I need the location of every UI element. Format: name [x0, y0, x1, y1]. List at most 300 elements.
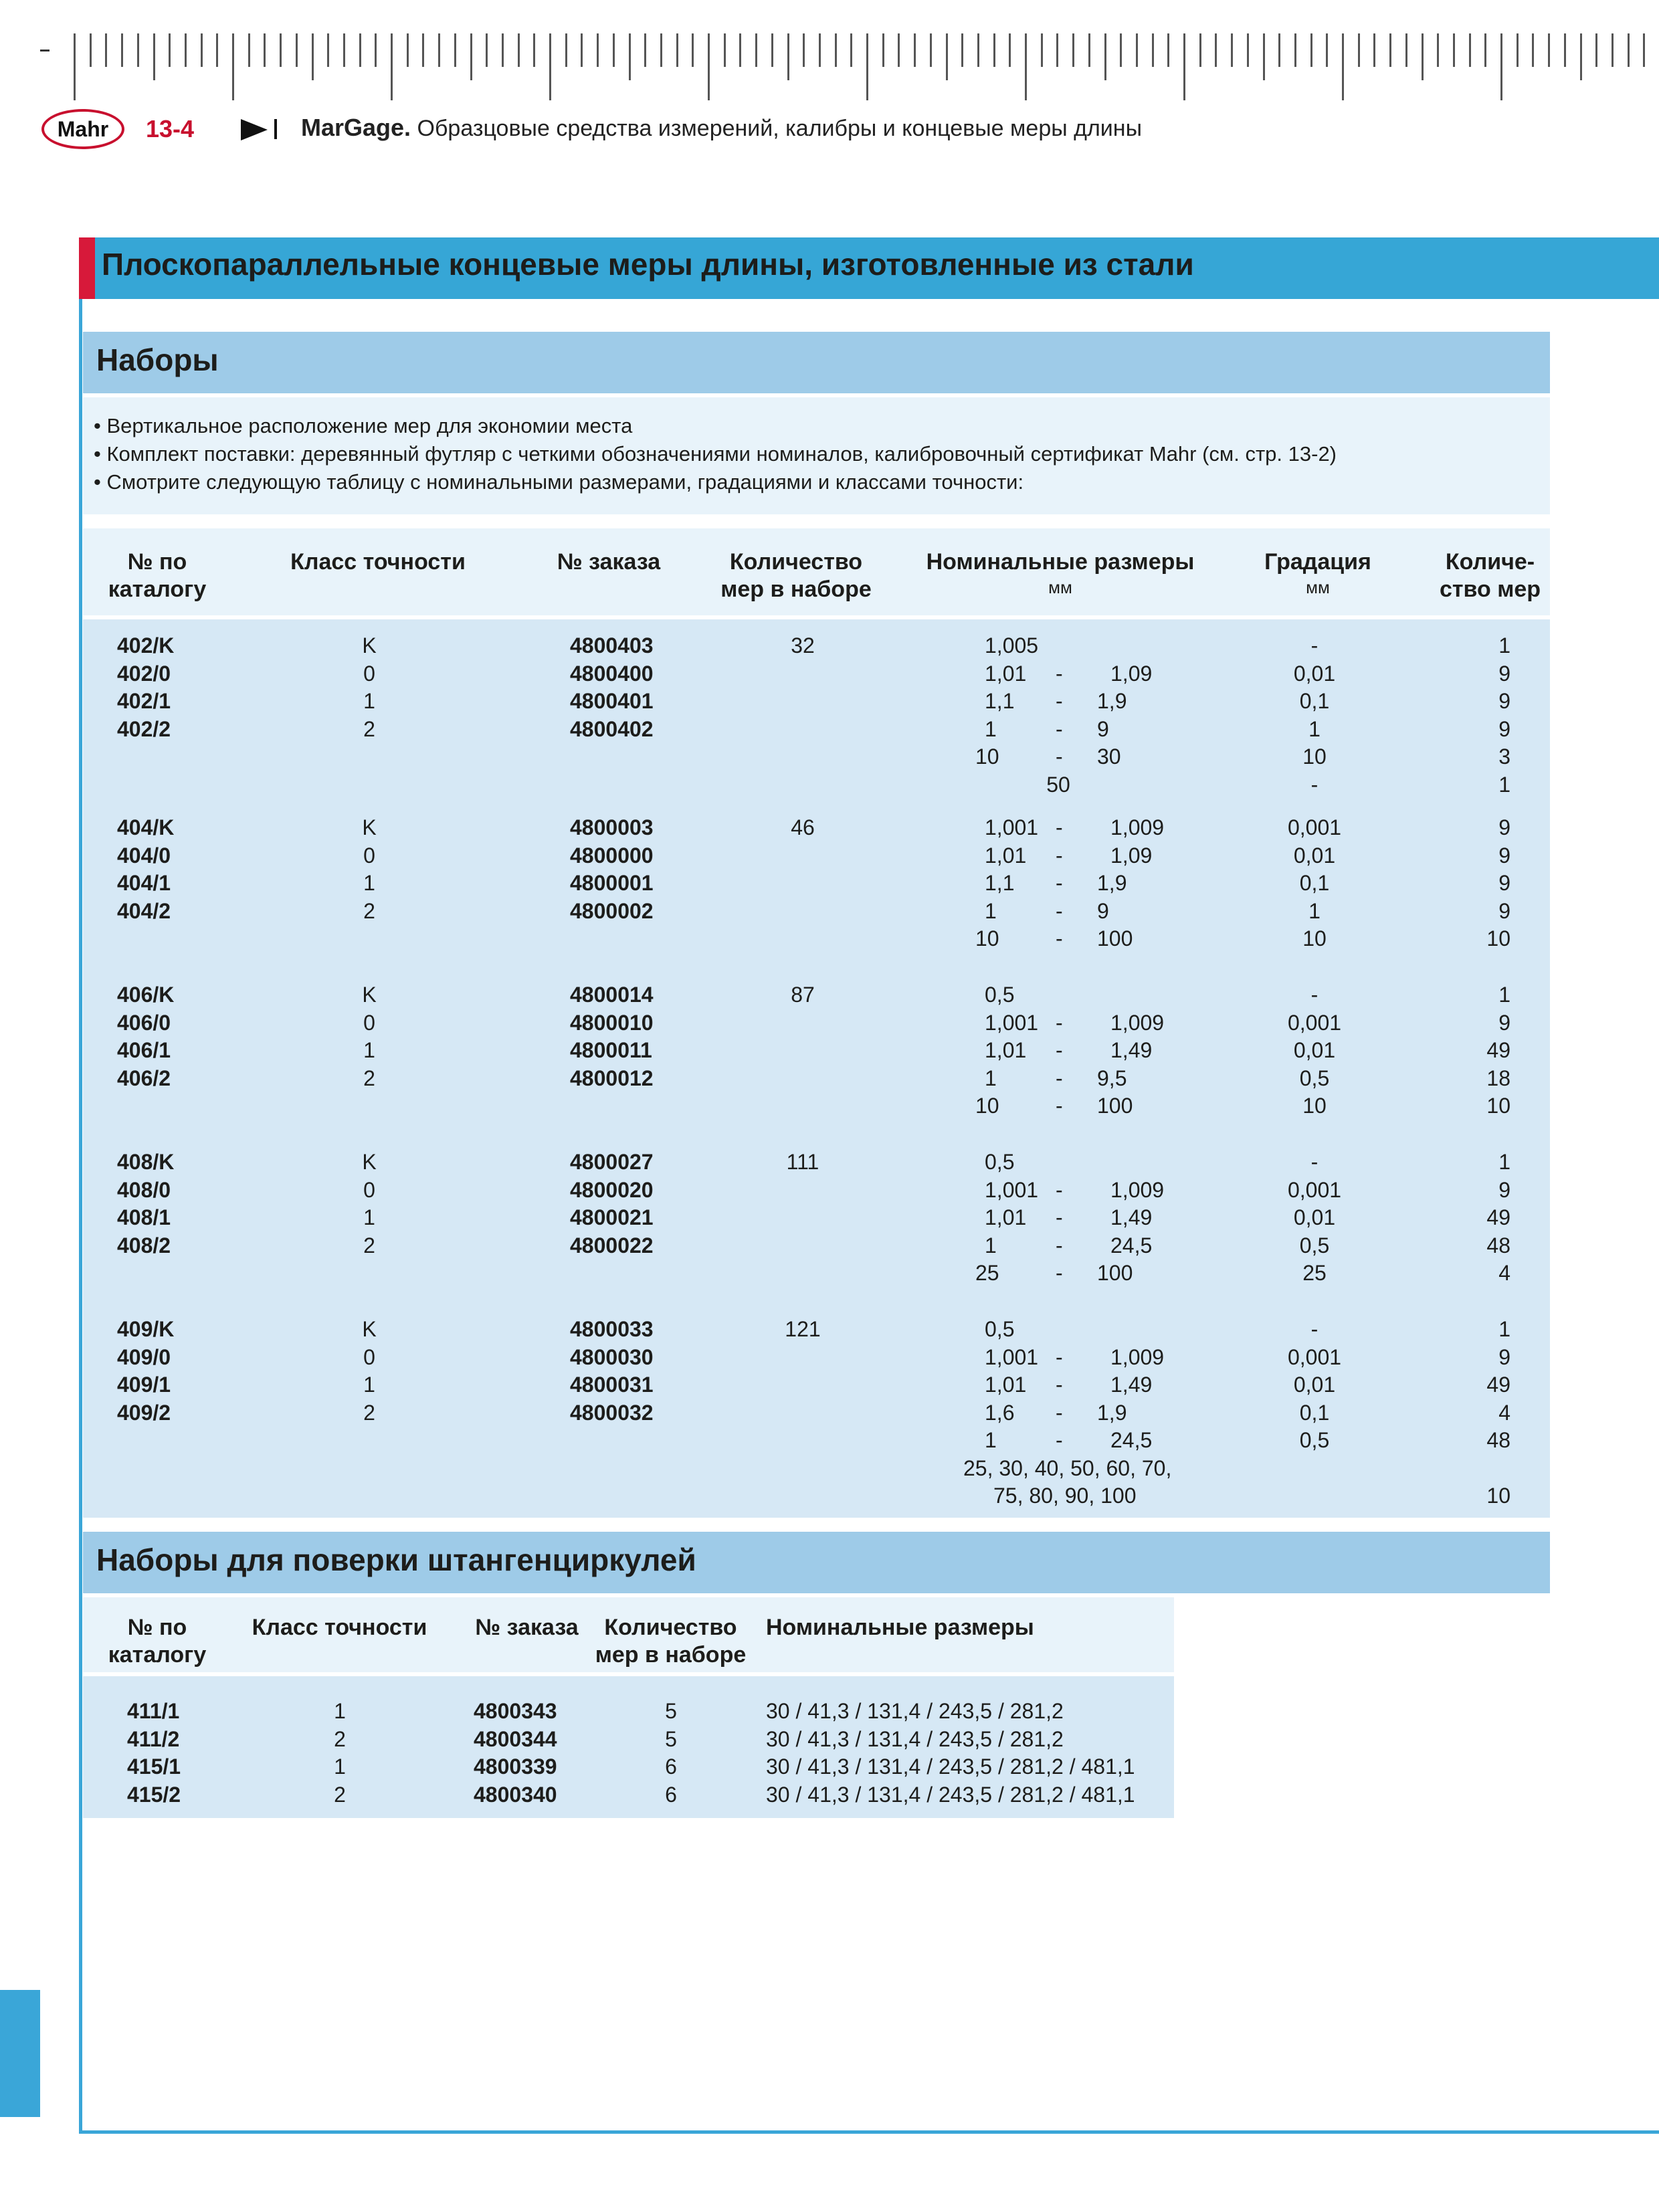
ruler-tick [1041, 33, 1043, 67]
col-header-catalog-l1: № по [127, 549, 187, 575]
nominal-from: 1 [985, 1428, 997, 1452]
ruler-tick [993, 33, 995, 67]
range-dash: - [1056, 1233, 1063, 1258]
ruler-tick [470, 33, 472, 80]
catalog-number: 409/2 [117, 1400, 171, 1425]
ruler-tick [1612, 33, 1614, 67]
piece-count: 48 [1486, 1428, 1510, 1452]
nominal-to: 1,9 [1097, 689, 1127, 713]
ruler-tick [1595, 33, 1597, 67]
piece-count: 9 [1498, 898, 1510, 923]
ruler-tick [1088, 33, 1090, 67]
ruler-tick [1532, 33, 1534, 67]
nominal-from: 1,6 [985, 1400, 1015, 1425]
ruler-tick [375, 33, 377, 67]
order-number: 4800339 [474, 1754, 557, 1779]
nominal-sizes: 30 / 41,3 / 131,4 / 243,5 / 281,2 [766, 1699, 1064, 1723]
order-number: 4800403 [570, 633, 654, 658]
ruler-tick [454, 33, 456, 67]
catalog-number: 404/0 [117, 843, 171, 868]
accuracy-class: 1 [363, 1038, 375, 1062]
range-dash: - [1056, 1344, 1063, 1369]
set-quantity: 121 [785, 1317, 821, 1341]
mahr-logo: Mahr [41, 109, 124, 149]
ruler-tick [90, 33, 92, 67]
nominal-to: 9 [1097, 898, 1109, 923]
ruler-tick [755, 33, 757, 67]
ruler-tick [1009, 33, 1011, 67]
ruler-tick [676, 33, 678, 67]
ruler-tick [486, 33, 488, 67]
range-dash: - [1056, 689, 1063, 713]
gradation: 10 [1302, 744, 1327, 769]
piece-count: 9 [1498, 661, 1510, 686]
piece-count: 49 [1486, 1205, 1510, 1229]
range-dash: - [1056, 871, 1063, 895]
gradation: 10 [1302, 1094, 1327, 1118]
nominal-list: 75, 80, 90, 100 [993, 1484, 1137, 1508]
catalog-number: 415/1 [127, 1754, 181, 1779]
gradation: 0,5 [1299, 1233, 1330, 1258]
catalog-number: 415/2 [127, 1782, 181, 1807]
nominal-size: 50 [1046, 772, 1070, 797]
ruler-tick [930, 33, 932, 67]
catalog-number: 402/1 [117, 689, 171, 713]
gradation: 25 [1302, 1261, 1327, 1285]
col-header-nominal-l1: Номинальные размеры [926, 549, 1195, 575]
gradation: 0,001 [1287, 815, 1342, 839]
play-arrow-icon [241, 119, 268, 140]
ruler-tick [660, 33, 662, 67]
ruler-tick [264, 33, 266, 67]
piece-count: 9 [1498, 843, 1510, 868]
order-number: 4800020 [570, 1177, 654, 1202]
frame-left-line [79, 237, 82, 2134]
nominal-to: 9,5 [1097, 1066, 1127, 1090]
accuracy-class: 1 [363, 1373, 375, 1397]
accuracy-class: 1 [363, 871, 375, 895]
ruler-tick [787, 33, 789, 80]
piece-count: 9 [1498, 716, 1510, 741]
piece-count: 9 [1498, 1010, 1510, 1035]
ruler-tick [280, 33, 282, 67]
catalog-number: 406/1 [117, 1038, 171, 1062]
set-quantity: 87 [791, 983, 815, 1007]
ruler-tick [946, 33, 948, 80]
piece-count: 9 [1498, 1177, 1510, 1202]
nominal-from: 1,01 [985, 843, 1027, 868]
ruler-tick [74, 33, 76, 100]
nominal-to: 1,49 [1110, 1373, 1153, 1397]
ruler-tick [359, 33, 361, 67]
piece-count: 1 [1498, 983, 1510, 1007]
ruler-tick [692, 33, 694, 67]
gradation: 0,001 [1287, 1010, 1342, 1035]
catalog-number: 408/K [117, 1150, 175, 1174]
ruler-tick [1247, 33, 1249, 67]
catalog-number: 408/2 [117, 1233, 171, 1258]
accuracy-class: K [362, 1150, 377, 1174]
ruler-tick [866, 33, 868, 100]
range-dash: - [1056, 843, 1063, 868]
set-quantity: 6 [665, 1782, 677, 1807]
col-header-count-l2: ство мер [1439, 577, 1541, 602]
nominal-from: 1,001 [985, 1177, 1039, 1202]
nominal-from: 1 [985, 1066, 997, 1090]
notes-box [83, 397, 1550, 514]
ruler-tick [1215, 33, 1217, 67]
nominal-from: 10 [975, 1094, 999, 1118]
note-item: • Вертикальное расположение мер для экономии места [94, 414, 633, 437]
order-number: 4800343 [474, 1699, 557, 1723]
col-header-order: № заказа [557, 549, 661, 575]
nominal-from: 1,1 [985, 689, 1015, 713]
ruler-tick [1120, 33, 1122, 67]
ruler-tick [1517, 33, 1519, 67]
section-heading-caliper: Наборы для поверки штангенциркулей [96, 1542, 696, 1577]
order-number: 4800027 [570, 1150, 654, 1174]
col2-header-accuracy: Класс точности [252, 1615, 427, 1640]
nominal-from: 1,005 [985, 633, 1039, 658]
gradation: 1 [1308, 898, 1321, 923]
order-number: 4800002 [570, 898, 654, 923]
catalog-number: 402/2 [117, 716, 171, 741]
ruler-tick [502, 33, 504, 67]
ruler-tick [1072, 33, 1074, 67]
accuracy-class: 0 [363, 1177, 375, 1202]
ruler-tick [629, 33, 631, 80]
range-dash: - [1056, 1261, 1063, 1285]
accuracy-class: 1 [363, 689, 375, 713]
ruler-tick [1373, 33, 1375, 67]
margin-dash [40, 49, 50, 52]
col-header-catalog-l2: каталогу [108, 577, 207, 602]
set-quantity: 5 [665, 1726, 677, 1751]
ruler-tick [1263, 33, 1265, 80]
catalog-number: 404/K [117, 815, 175, 839]
range-dash: - [1056, 926, 1063, 950]
piece-count: 9 [1498, 1344, 1510, 1369]
nominal-to: 1,9 [1097, 871, 1127, 895]
ruler-tick [1422, 33, 1424, 80]
gradation: 0,001 [1287, 1344, 1342, 1369]
catalog-number: 406/2 [117, 1066, 171, 1090]
ruler-tick [597, 33, 599, 67]
ruler-tick [438, 33, 440, 67]
piece-count: 49 [1486, 1373, 1510, 1397]
range-dash: - [1056, 1205, 1063, 1229]
note-item: • Комплект поставки: деревянный футляр с четкими обозначениями номиналов, калибровочный сертификат Mahr (см. стр. 13-2) [94, 442, 1337, 466]
frame-bottom-line [79, 2130, 1659, 2134]
range-dash: - [1056, 1066, 1063, 1090]
nominal-list: 25, 30, 40, 50, 60, 70, [963, 1455, 1172, 1480]
catalog-number: 406/K [117, 983, 175, 1007]
ruler-tick [961, 33, 963, 67]
ruler-tick [533, 33, 535, 67]
accuracy-class: 2 [363, 716, 375, 741]
order-number: 4800000 [570, 843, 654, 868]
running-header [301, 114, 1142, 142]
ruler-tick [1136, 33, 1138, 67]
range-dash: - [1056, 1038, 1063, 1062]
ruler-tick [1326, 33, 1328, 67]
ruler-tick [153, 33, 155, 80]
nominal-sizes: 30 / 41,3 / 131,4 / 243,5 / 281,2 [766, 1726, 1064, 1751]
nominal-from: 10 [975, 744, 999, 769]
nominal-to: 1,009 [1110, 1010, 1165, 1035]
ruler-tick [169, 33, 171, 67]
ruler-tick [1628, 33, 1630, 67]
accuracy-class: 2 [363, 1066, 375, 1090]
col-header-count-l1: Количе- [1445, 549, 1535, 575]
piece-count: 18 [1486, 1066, 1510, 1090]
piece-count: 1 [1498, 1150, 1510, 1174]
order-number: 4800031 [570, 1373, 654, 1397]
gradation: 0,1 [1299, 689, 1330, 713]
order-number: 4800021 [570, 1205, 654, 1229]
order-number: 4800401 [570, 689, 654, 713]
order-number: 4800010 [570, 1010, 654, 1035]
nominal-from: 25 [975, 1261, 999, 1285]
ruler-tick [1484, 33, 1486, 67]
ruler-tick [549, 33, 551, 100]
order-number: 4800033 [570, 1317, 654, 1341]
ruler-tick [105, 33, 107, 67]
piece-count: 3 [1498, 744, 1510, 769]
page-number: 13-4 [146, 115, 195, 142]
catalog-number: 402/0 [117, 661, 171, 686]
ruler-tick [803, 33, 805, 67]
ruler-tick [407, 33, 409, 67]
order-number: 4800001 [570, 871, 654, 895]
gradation: 1 [1308, 716, 1321, 741]
range-dash: - [1056, 1094, 1063, 1118]
piece-count: 9 [1498, 815, 1510, 839]
nominal-from: 0,5 [985, 1150, 1015, 1174]
catalog-number: 406/0 [117, 1010, 171, 1035]
page-title: Плоскопараллельные концевые меры длины, изготовленные из стали [102, 247, 1194, 282]
ruler-tick [422, 33, 424, 67]
nominal-to: 24,5 [1110, 1233, 1153, 1258]
catalog-number: 402/K [117, 633, 175, 658]
gradation: - [1310, 983, 1319, 1007]
nominal-to: 1,009 [1110, 1344, 1165, 1369]
section-heading-sets: Наборы [96, 342, 219, 377]
ruler-tick [1453, 33, 1455, 67]
ruler-tick [1231, 33, 1233, 67]
ruler-tick [343, 33, 345, 67]
nominal-to: 1,09 [1110, 843, 1153, 868]
gradation: 0,001 [1287, 1177, 1342, 1202]
ruler-tick [185, 33, 187, 67]
order-number: 4800344 [474, 1726, 557, 1751]
ruler-ticks [74, 33, 1659, 107]
piece-count: 1 [1498, 633, 1510, 658]
ruler-tick [977, 33, 979, 67]
ruler-tick [296, 33, 298, 67]
col-header-catalog [94, 548, 221, 603]
nominal-from: 1 [985, 1233, 997, 1258]
accuracy-class: K [362, 983, 377, 1007]
gradation: 0,01 [1293, 661, 1336, 686]
order-number: 4800340 [474, 1782, 557, 1807]
nominal-to: 100 [1097, 1094, 1133, 1118]
nominal-from: 1 [985, 716, 997, 741]
order-number: 4800030 [570, 1344, 654, 1369]
ruler-tick [835, 33, 837, 67]
ruler-tick [1405, 33, 1407, 67]
range-dash: - [1056, 1373, 1063, 1397]
ruler-tick [391, 33, 393, 100]
range-dash: - [1056, 898, 1063, 923]
gradation: 0,01 [1293, 1373, 1336, 1397]
accuracy-class: 1 [334, 1699, 346, 1723]
nominal-sizes: 30 / 41,3 / 131,4 / 243,5 / 281,2 / 481,1 [766, 1782, 1135, 1807]
gradation: 0,01 [1293, 1205, 1336, 1229]
accuracy-class: 1 [334, 1754, 346, 1779]
accuracy-class: 2 [363, 1400, 375, 1425]
ruler-tick [898, 33, 900, 67]
order-number: 4800011 [570, 1038, 652, 1062]
piece-count: 49 [1486, 1038, 1510, 1062]
piece-count: 1 [1498, 772, 1510, 797]
note-item: • Смотрите следующую таблицу с номинальными размерами, градациями и классами точности: [94, 470, 1024, 494]
col-header-nominal-unit: мм [1048, 577, 1072, 597]
nominal-to: 100 [1097, 926, 1133, 950]
catalog-number: 411/2 [127, 1726, 180, 1751]
accuracy-class: 1 [363, 1205, 375, 1229]
col2-header-catalog-l2: каталогу [108, 1642, 207, 1668]
accuracy-class: 0 [363, 843, 375, 868]
ruler-tick [1278, 33, 1280, 67]
piece-count: 4 [1498, 1261, 1510, 1285]
order-number: 4800032 [570, 1400, 654, 1425]
accuracy-class: K [362, 815, 377, 839]
ruler-tick [137, 33, 139, 67]
col-header-qty-l2: мер в наборе [720, 577, 872, 602]
accuracy-class: 2 [363, 1233, 375, 1258]
ruler-tick [1643, 33, 1645, 67]
ruler-tick [312, 33, 314, 80]
ruler-tick [216, 33, 218, 67]
nominal-sizes: 30 / 41,3 / 131,4 / 243,5 / 281,2 / 481,1 [766, 1754, 1135, 1779]
gradation: 0,01 [1293, 1038, 1336, 1062]
col-header-count [1432, 548, 1549, 603]
ruler-tick [1564, 33, 1566, 67]
ruler-tick [1437, 33, 1439, 67]
ruler-tick [248, 33, 250, 67]
nominal-from: 1,01 [985, 1038, 1027, 1062]
range-dash: - [1056, 744, 1063, 769]
col-header-gradation-l1: Градация [1264, 549, 1371, 575]
section-bar-sets [83, 332, 1550, 393]
accuracy-class: 0 [363, 661, 375, 686]
catalog-number: 404/1 [117, 871, 171, 895]
nominal-to: 1,009 [1110, 815, 1165, 839]
nominal-to: 100 [1097, 1261, 1133, 1285]
ruler-tick [121, 33, 123, 67]
ruler-tick [1500, 33, 1502, 100]
header-subtitle: Образцовые средства измерений, калибры и концевые меры длины [417, 116, 1142, 141]
nominal-from: 1 [985, 898, 997, 923]
gradation: 0,5 [1299, 1428, 1330, 1452]
ruler-tick [1548, 33, 1550, 67]
range-dash: - [1056, 1010, 1063, 1035]
nominal-to: 1,09 [1110, 661, 1153, 686]
gradation: 0,1 [1299, 871, 1330, 895]
ruler-tick [327, 33, 329, 67]
nominal-from: 10 [975, 926, 999, 950]
accuracy-class: 2 [334, 1726, 346, 1751]
ruler-tick [882, 33, 884, 67]
piece-count: 9 [1498, 689, 1510, 713]
order-number: 4800012 [570, 1066, 654, 1090]
accuracy-class: K [362, 1317, 377, 1341]
piece-count: 9 [1498, 871, 1510, 895]
ruler-tick [724, 33, 726, 67]
ruler-tick [1152, 33, 1154, 67]
range-dash: - [1056, 1428, 1063, 1452]
piece-count: 10 [1486, 1094, 1510, 1118]
accuracy-class: 2 [334, 1782, 346, 1807]
piece-count: 10 [1486, 926, 1510, 950]
piece-count: 4 [1498, 1400, 1510, 1425]
gradation: 0,01 [1293, 843, 1336, 868]
col-header-qty-l1: Количество [729, 549, 863, 575]
side-tab-marker [0, 1990, 40, 2117]
catalog-number: 411/1 [127, 1699, 180, 1723]
catalog-number: 409/1 [117, 1373, 171, 1397]
nominal-from: 0,5 [985, 1317, 1015, 1341]
ruler-tick [850, 33, 852, 67]
range-dash: - [1056, 1400, 1063, 1425]
nominal-to: 24,5 [1110, 1428, 1153, 1452]
range-dash: - [1056, 1177, 1063, 1202]
col2-header-qty-l2: мер в наборе [595, 1642, 747, 1668]
set-quantity: 6 [665, 1754, 677, 1779]
col-header-accuracy: Класс точности [290, 549, 466, 575]
catalog-number: 408/1 [117, 1205, 171, 1229]
accuracy-class: 2 [363, 898, 375, 923]
range-dash: - [1056, 815, 1063, 839]
piece-count: 10 [1486, 1484, 1510, 1508]
range-dash: - [1056, 661, 1063, 686]
ruler-tick [1104, 33, 1106, 80]
separator-bar [274, 119, 277, 139]
nominal-from: 1,001 [985, 815, 1039, 839]
ruler-tick [1310, 33, 1312, 67]
ruler-tick [739, 33, 741, 67]
piece-count: 1 [1498, 1317, 1510, 1341]
gradation: - [1310, 1150, 1319, 1174]
ruler-tick [1183, 33, 1185, 100]
range-dash: - [1056, 716, 1063, 741]
brand-name: MarGage. [301, 114, 411, 141]
gradation: - [1310, 633, 1319, 658]
col2-header-nominal: Номинальные размеры [766, 1615, 1034, 1640]
col2-header-catalog-l1: № по [127, 1615, 187, 1640]
accuracy-class: 0 [363, 1344, 375, 1369]
ruler-tick [1167, 33, 1169, 67]
ruler-tick [565, 33, 567, 67]
nominal-from: 1,01 [985, 1205, 1027, 1229]
order-number: 4800400 [570, 661, 654, 686]
gradation: - [1310, 772, 1319, 797]
title-accent [79, 237, 95, 299]
ruler-tick [1025, 33, 1027, 100]
ruler-tick [1469, 33, 1471, 67]
ruler-tick [201, 33, 203, 67]
